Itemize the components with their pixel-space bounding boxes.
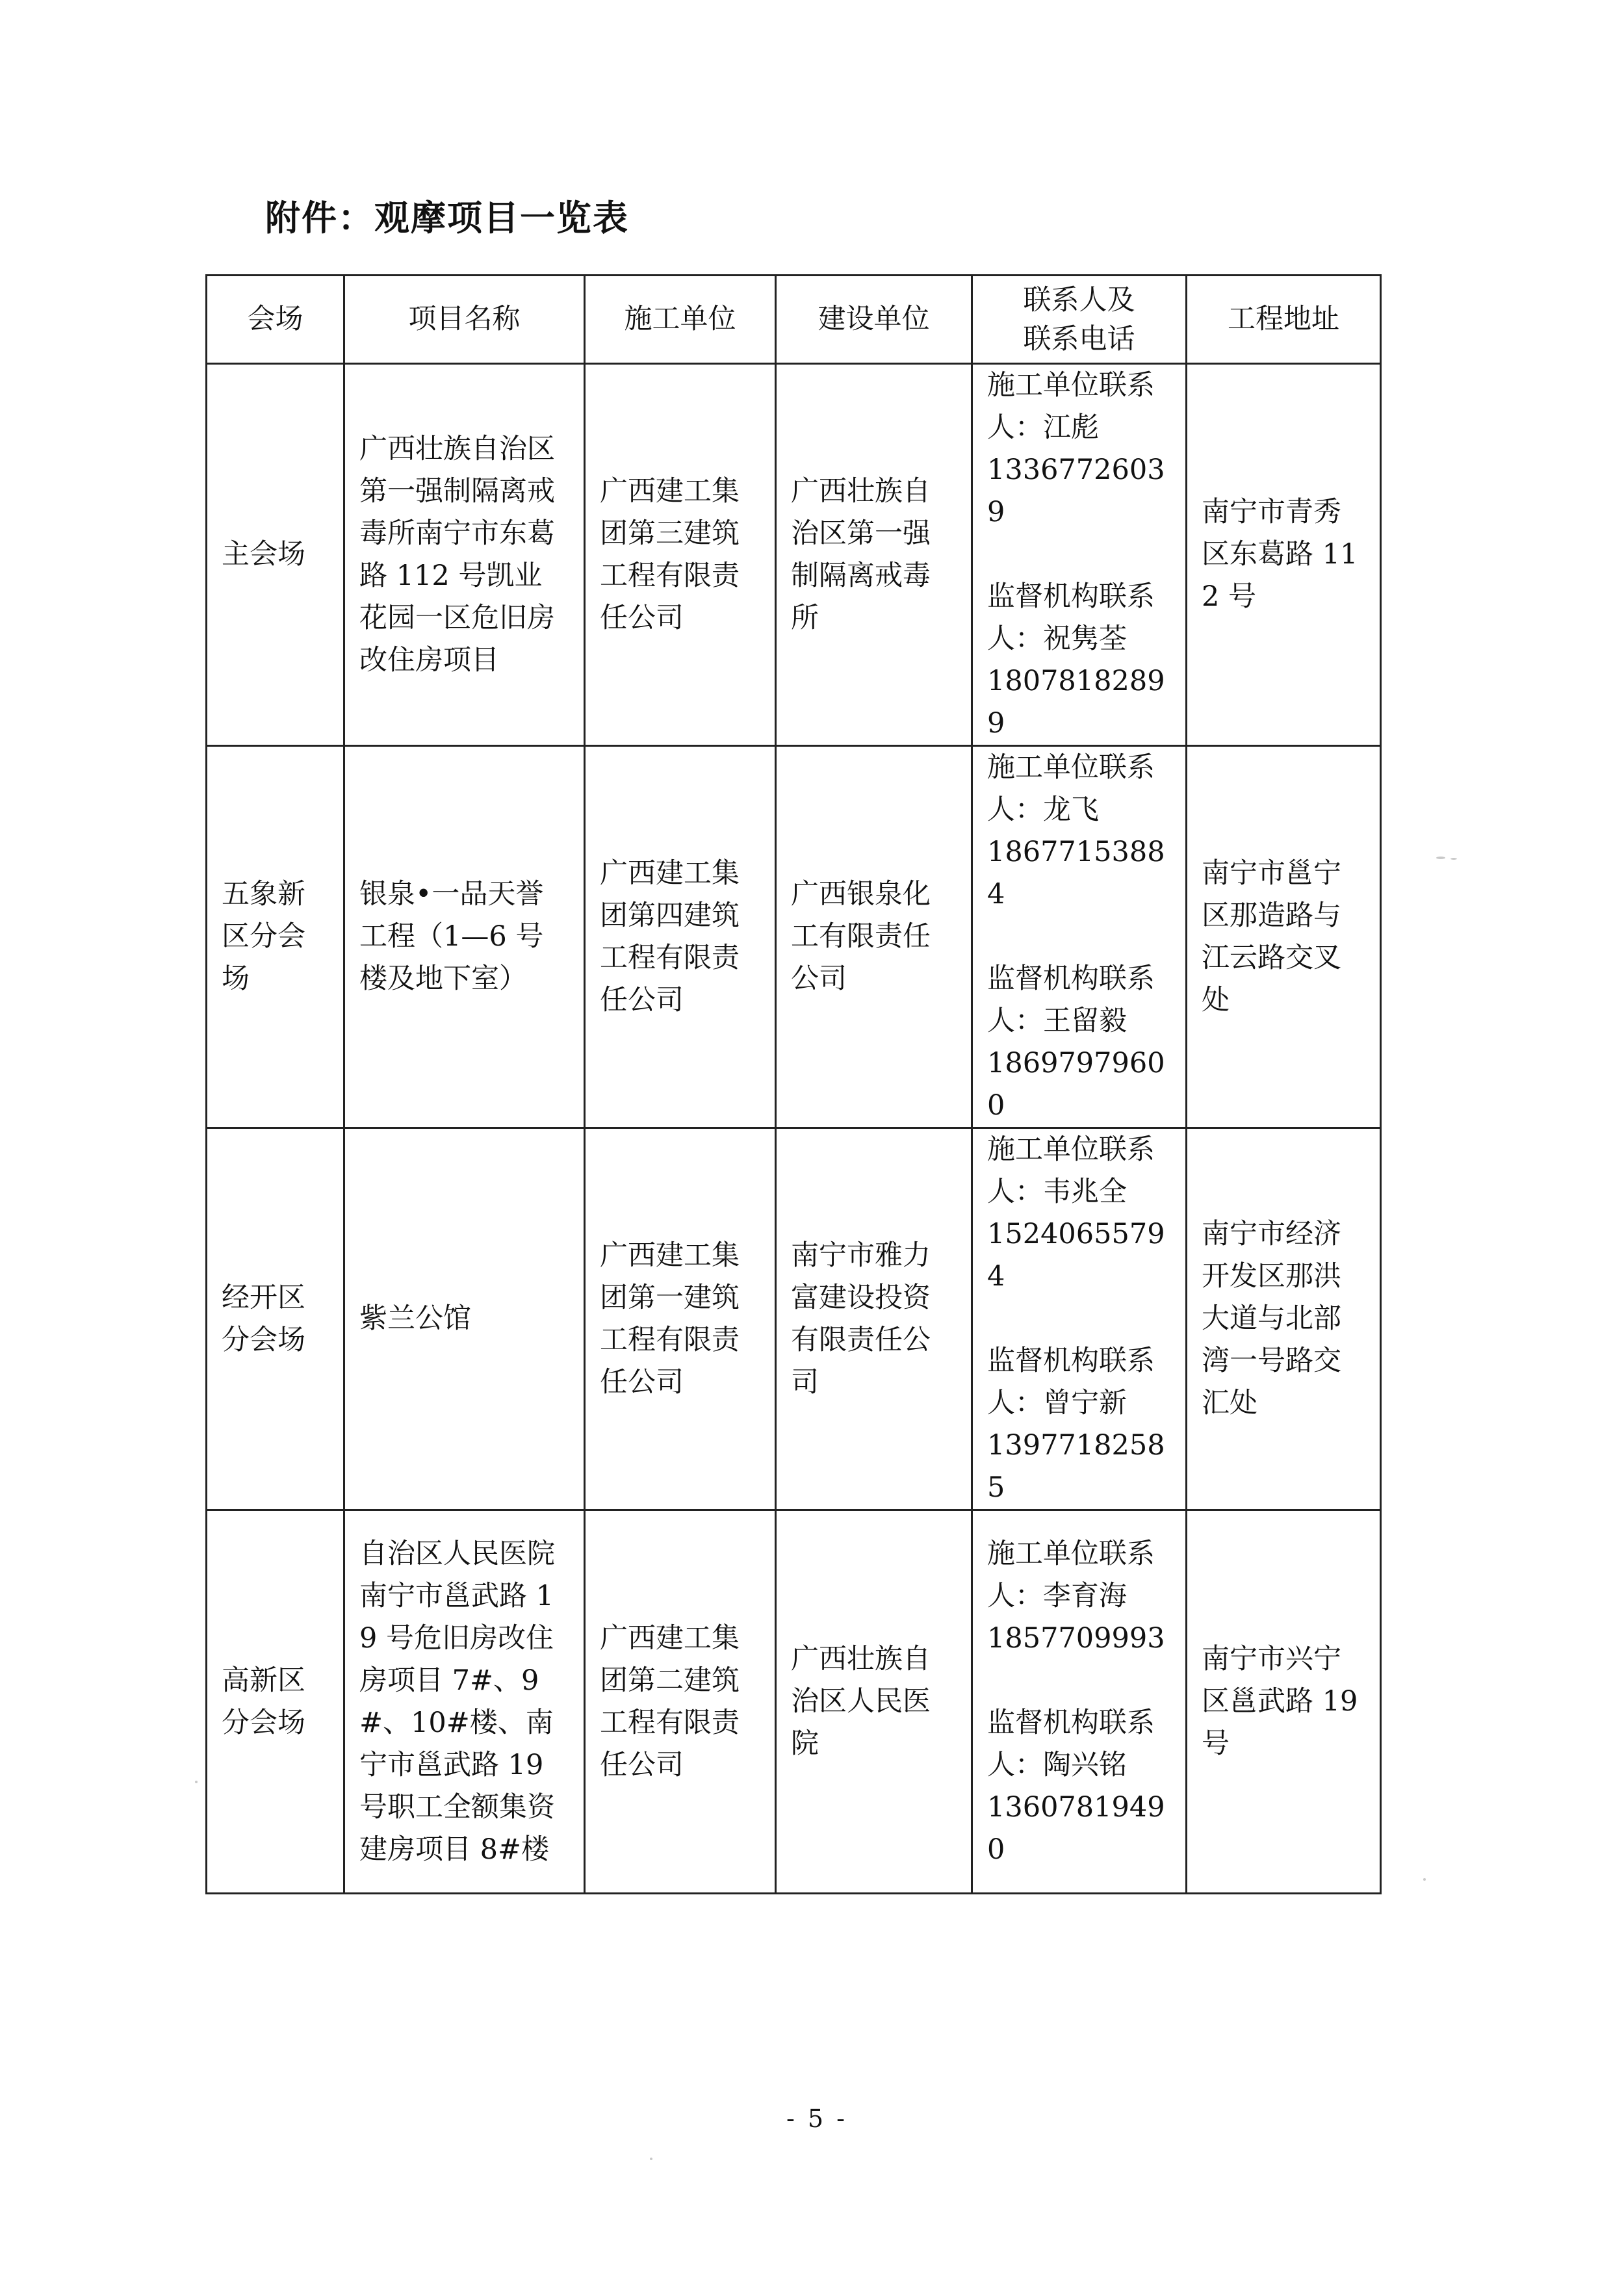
contact-spacer [987, 1298, 1171, 1340]
table-header-row [207, 276, 1381, 364]
contractor-cell: 广西建工集团第一建筑工程有限责任公司 [585, 1128, 776, 1510]
address-cell: 南宁市青秀区东葛路 112 号 [1187, 364, 1381, 746]
scan-speck [1450, 858, 1457, 860]
project-name-cell: 自治区人民医院南宁市邕武路 19 号危旧房改住房项目 7#、9#、10#楼、南宁市邕武路 19 号职工全额集资建房项目 8#楼 [344, 1510, 585, 1894]
header-developer: 建设单位 [776, 276, 972, 364]
supervisor-contact: 监督机构联系人：陶兴铭 13607819490 [987, 1706, 1165, 1866]
project-name-cell: 广西壮族自治区第一强制隔离戒毒所南宁市东葛路 112 号凯业花园一区危旧房改住房项目 [344, 364, 585, 746]
header-project-name: 项目名称 [344, 276, 585, 364]
supervisor-contact: 监督机构联系人：王留毅 18697979600 [987, 962, 1165, 1122]
table-row [207, 1128, 1381, 1510]
venue-cell: 经开区分会场 [207, 1128, 344, 1510]
venue-cell: 五象新区分会场 [207, 746, 344, 1128]
project-name-cell: 紫兰公馆 [344, 1128, 585, 1510]
header-contractor: 施工单位 [585, 276, 776, 364]
address-cell: 南宁市经济开发区那洪大道与北部湾一号路交汇处 [1187, 1128, 1381, 1510]
developer-cell: 广西壮族自治区第一强制隔离戒毒所 [776, 364, 972, 746]
contact-spacer [987, 916, 1171, 958]
table-row [207, 1510, 1381, 1894]
scan-speck [1436, 857, 1445, 859]
contact-cell [972, 1128, 1187, 1510]
developer-cell: 广西壮族自治区人民医院 [776, 1510, 972, 1894]
contractor-cell: 广西建工集团第四建筑工程有限责任公司 [585, 746, 776, 1128]
contractor-cell: 广西建工集团第二建筑工程有限责任公司 [585, 1510, 776, 1894]
address-cell: 南宁市兴宁区邕武路 19 号 [1187, 1510, 1381, 1894]
builder-contact: 施工单位联系人：韦兆全 15240655794 [987, 1133, 1165, 1293]
venue-cell: 高新区分会场 [207, 1510, 344, 1894]
project-table [205, 274, 1382, 1894]
scan-speck [195, 1781, 198, 1783]
scan-speck [650, 2158, 652, 2160]
project-name-cell: 银泉•一品天誉工程（1—6 号楼及地下室） [344, 746, 585, 1128]
table-row [207, 746, 1381, 1128]
contact-cell [972, 1510, 1187, 1894]
developer-cell: 广西银泉化工有限责任公司 [776, 746, 972, 1128]
venue-cell: 主会场 [207, 364, 344, 746]
builder-contact: 施工单位联系人：李育海 1857709993 [987, 1537, 1165, 1655]
header-contact [972, 276, 1187, 364]
contact-cell [972, 746, 1187, 1128]
contact-spacer [987, 534, 1171, 576]
contact-cell [972, 364, 1187, 746]
header-venue: 会场 [207, 276, 344, 364]
address-cell: 南宁市邕宁区那造路与江云路交叉处 [1187, 746, 1381, 1128]
developer-cell: 南宁市雅力富建设投资有限责任公司 [776, 1128, 972, 1510]
page-heading: 附件：观摩项目一览表 [265, 197, 629, 239]
supervisor-contact: 监督机构联系人：祝隽荃 18078182899 [987, 580, 1165, 740]
contact-spacer [987, 1660, 1171, 1702]
builder-contact: 施工单位联系人：龙飞 18677153884 [987, 751, 1165, 910]
scan-speck [1423, 1878, 1426, 1881]
supervisor-contact: 监督机构联系人：曾宁新 13977182585 [987, 1345, 1165, 1504]
page-number: - 5 - [786, 2104, 848, 2133]
table-row [207, 364, 1381, 746]
header-contact-line1: 联系人及 [1023, 283, 1135, 316]
builder-contact: 施工单位联系人：江彪 13367726039 [987, 369, 1165, 528]
header-contact-line2: 联系电话 [1023, 322, 1135, 355]
contractor-cell: 广西建工集团第三建筑工程有限责任公司 [585, 364, 776, 746]
header-address: 工程地址 [1187, 276, 1381, 364]
